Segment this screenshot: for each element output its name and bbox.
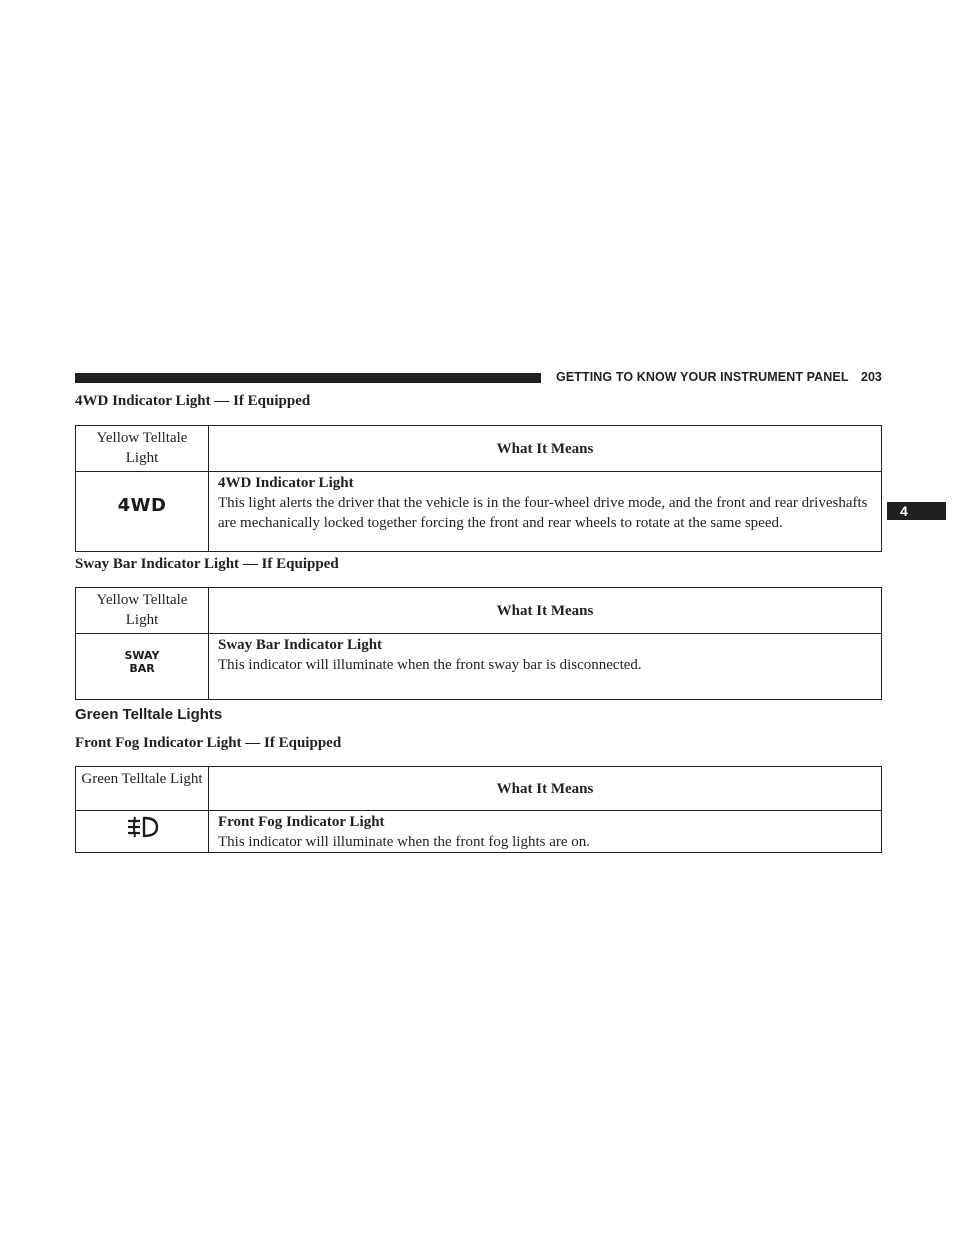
indicator-title: 4WD Indicator Light [218,475,354,491]
column-header-light: Yellow Telltale Light [76,426,209,472]
indicator-description: This indicator will illuminate when the front fog lights are on. [218,834,591,850]
table-row [76,472,882,552]
chapter-tab: 4 [887,502,946,520]
indicator-description: This indicator will illuminate when the front sway bar is disconnected. [218,657,642,673]
section-heading-4wd: 4WD Indicator Light — If Equipped [75,393,311,409]
telltale-table-sway-bar [75,587,882,700]
table-header-row [76,426,882,472]
table-header-row [76,767,882,811]
group-heading-green-telltales: Green Telltale Lights [75,706,223,723]
table-header-row [76,588,882,634]
column-header-meaning: What It Means [209,767,882,811]
column-header-meaning: What It Means [209,426,882,472]
section-heading-front-fog: Front Fog Indicator Light — If Equipped [75,735,342,751]
indicator-description: This light alerts the driver that the vehicle is in the four-wheel drive mode, and the front and rear driveshafts are mechanically locked together forcing the front and rear wheels to rotate at the same speed. [218,495,868,531]
telltale-table-4wd [75,425,882,552]
table-row [76,811,882,853]
indicator-title: Front Fog Indicator Light [218,814,385,830]
icon-cell [76,472,209,552]
column-header-meaning: What It Means [209,588,882,634]
column-header-light: Green Telltale Light [76,767,209,811]
sway-bar-indicator-icon [125,649,160,675]
running-header-title: GETTING TO KNOW YOUR INSTRUMENT PANEL [556,370,849,384]
section-heading-sway-bar: Sway Bar Indicator Light — If Equipped [75,556,339,572]
header-rule [75,373,541,383]
column-header-light: Yellow Telltale Light [76,588,209,634]
description-cell [209,472,882,552]
description-cell [209,634,882,700]
page-number: 203 [861,370,882,384]
front-fog-light-icon [124,814,160,846]
sway-icon-line1: SWAY [124,649,160,662]
telltale-table-front-fog [75,766,882,853]
table-row [76,634,882,700]
icon-cell [76,634,209,700]
4wd-indicator-icon: 4WD [117,495,167,516]
icon-cell [76,811,209,853]
indicator-title: Sway Bar Indicator Light [218,637,383,653]
description-cell [209,811,882,853]
sway-icon-line2: BAR [129,662,155,675]
